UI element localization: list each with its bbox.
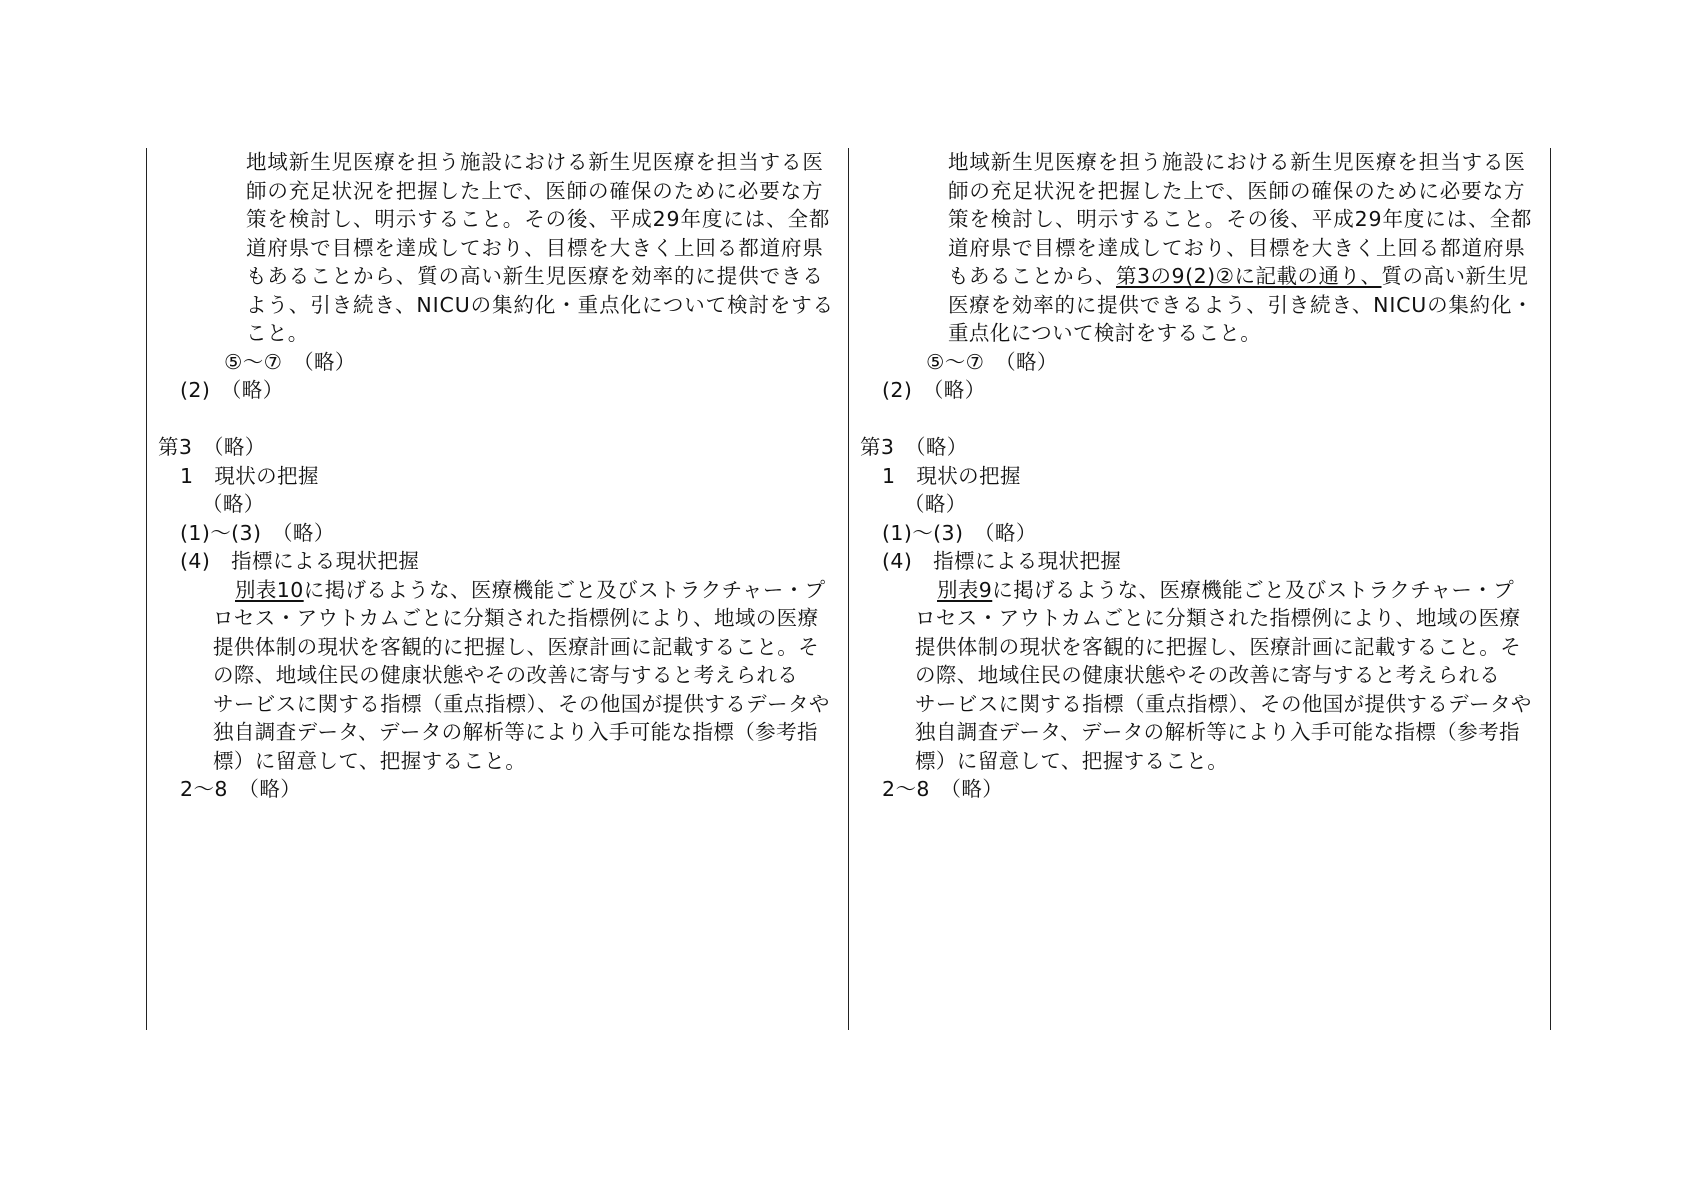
left-item-1-3: (1)〜(3) （略） xyxy=(180,520,335,545)
left-para2-line: 提供体制の現状を客観的に把握し、医療計画に記載すること。そ xyxy=(213,634,820,659)
left-para1-line: 策を検討し、明示すること。その後、平成29年度には、全都 xyxy=(246,207,831,231)
right-ryaku: （略） xyxy=(904,492,967,516)
right-item-4: (4) 指標による現状把握 xyxy=(882,549,1122,573)
right-para1-line: 策を検討し、明示すること。その後、平成29年度には、全都 xyxy=(948,207,1533,231)
left-para2-line: 標）に留意して、把握すること。 xyxy=(213,748,527,773)
left-para1-line: もあることから、質の高い新生児医療を効率的に提供できる xyxy=(246,264,824,288)
left-border-line xyxy=(146,148,147,1030)
left-item-5-7: ⑤〜⑦ （略） xyxy=(224,349,356,374)
right-para2-line: 独自調査データ、データの解析等により入手可能な指標（参考指 xyxy=(915,720,1520,744)
right-border-line xyxy=(1550,148,1551,1030)
right-para1-line: 師の充足状況を把握した上で、医師の確保のために必要な方 xyxy=(948,178,1526,203)
left-para1-line: 地域新生児医療を担う施設における新生児医療を担当する医 xyxy=(246,150,824,174)
left-item-2-8: 2〜8 （略） xyxy=(180,777,302,801)
right-para1-line5-pre: もあることから、 xyxy=(948,264,1116,288)
right-heading-3-1: 1 現状の把握 xyxy=(882,463,1021,488)
left-para2-line: ロセス・アウトカムごとに分類された指標例により、地域の医療 xyxy=(213,606,819,630)
right-item-5-7: ⑤〜⑦ （略） xyxy=(926,349,1058,374)
right-para1-line: 道府県で目標を達成しており、目標を大きく上回る都道府県 xyxy=(948,235,1526,260)
left-para2-line: サービスに関する指標（重点指標）、その他国が提供するデータや xyxy=(213,691,830,716)
left-para2-line: 独自調査データ、データの解析等により入手可能な指標（参考指 xyxy=(213,720,818,744)
left-para1-line: よう、引き続き、NICUの集約化・重点化について検討をする xyxy=(246,292,835,317)
left-ryaku: （略） xyxy=(202,492,265,516)
right-para2-ref: 別表9 xyxy=(937,577,993,602)
left-heading-3-1: 1 現状の把握 xyxy=(180,463,319,488)
left-para2-first-rest: に掲げるような、医療機能ごと及びストラクチャー・プ xyxy=(303,577,826,602)
left-para1-line: 師の充足状況を把握した上で、医師の確保のために必要な方 xyxy=(246,178,824,203)
right-para2-line: 標）に留意して、把握すること。 xyxy=(915,748,1229,773)
right-heading-3: 第3 （略） xyxy=(860,435,968,459)
right-para1-line5-post: 質の高い新生児 xyxy=(1381,264,1529,288)
right-para1-line: 地域新生児医療を担う施設における新生児医療を担当する医 xyxy=(948,150,1526,174)
right-para2-line: サービスに関する指標（重点指標）、その他国が提供するデータや xyxy=(915,691,1532,716)
left-para2-line: の際、地域住民の健康状態やその改善に寄与すると考えられる xyxy=(213,663,799,687)
right-para2-line: の際、地域住民の健康状態やその改善に寄与すると考えられる xyxy=(915,663,1501,687)
middle-border-line xyxy=(848,148,849,1030)
right-column xyxy=(860,148,1550,1030)
right-item-2: (2) （略） xyxy=(882,378,986,402)
right-para1-amendment: 第3の9(2)②に記載の通り、 xyxy=(1116,264,1382,288)
right-para2-first-rest: に掲げるような、医療機能ごと及びストラクチャー・プ xyxy=(992,577,1515,602)
right-para1-line-amended xyxy=(948,262,1529,290)
left-para2-ref: 別表10 xyxy=(235,577,304,602)
right-para2-line: 提供体制の現状を客観的に把握し、医療計画に記載すること。そ xyxy=(915,634,1522,659)
right-item-2-8: 2〜8 （略） xyxy=(882,777,1004,801)
right-para1-line: 医療を効率的に提供できるよう、引き続き、NICUの集約化・ xyxy=(948,292,1534,317)
left-column xyxy=(158,148,848,1030)
left-para1-line: こと。 xyxy=(246,321,309,345)
right-para1-line: 重点化について検討をすること。 xyxy=(948,321,1262,345)
right-item-1-3: (1)〜(3) （略） xyxy=(882,520,1037,545)
left-para2-first-line xyxy=(235,576,826,604)
right-para2-first-line xyxy=(937,576,1514,604)
left-heading-3: 第3 （略） xyxy=(158,435,266,459)
left-para1-line: 道府県で目標を達成しており、目標を大きく上回る都道府県 xyxy=(246,235,824,260)
left-item-2: (2) （略） xyxy=(180,378,284,402)
left-item-4: (4) 指標による現状把握 xyxy=(180,549,420,573)
right-para2-line: ロセス・アウトカムごとに分類された指標例により、地域の医療 xyxy=(915,606,1521,630)
